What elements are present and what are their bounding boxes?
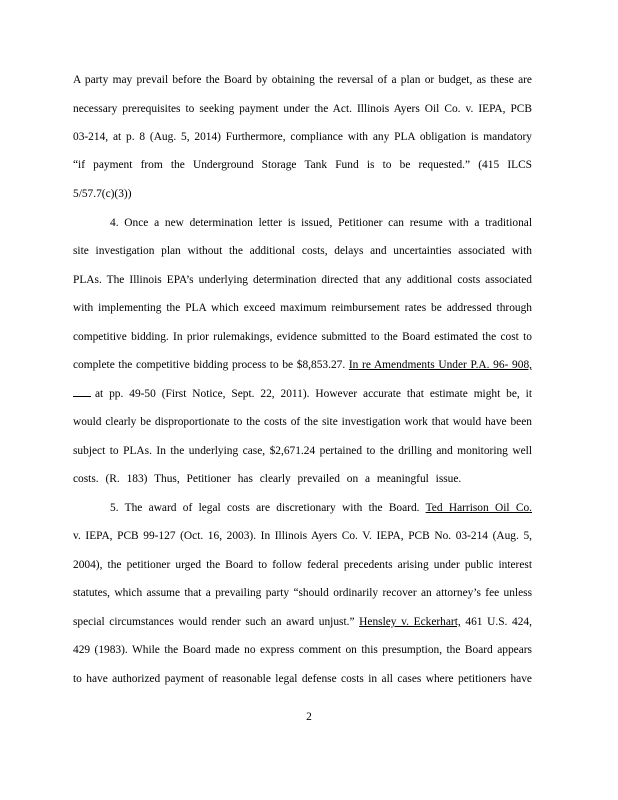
text-line: A party may prevail before the Board by obtaining the reversal of a plan or budget, as these are [73, 74, 532, 86]
text-line: costs. (R. 183) Thus, Petitioner has clearly prevailed on a meaningful issue. [73, 473, 462, 485]
text-line: necessary prerequisites to seeking payment under the Act. Illinois Ayers Oil Co. v. IEPA, PCB [73, 103, 532, 115]
text-line: “if payment from the Underground Storage Tank Fund is to be requested.” (415 ILCS [73, 159, 532, 171]
text-line: with implementing the PLA which exceed maximum reimbursement rates be addressed through [73, 302, 532, 314]
text-line: complete the competitive bidding process to be $8,853.27. In re Amendments Under P.A. 96- 908, [73, 359, 532, 371]
text-line: to have authorized payment of reasonable legal defense costs in all cases where petitioners have [73, 673, 532, 685]
text-line: special circumstances would render such an award unjust.” Hensley v. Eckerhart, 461 U.S. 424, [73, 616, 532, 628]
citation-underlined: In re Amendments Under P.A. 96- 908, [348, 359, 532, 371]
text-line: statutes, which assume that a prevailing party “should ordinarily recover an attorney’s fee unless [73, 587, 532, 599]
text-line: PLAs. The Illinois EPA’s underlying determination directed that any additional costs associated [73, 274, 532, 286]
text-line: subject to PLAs. In the underlying case, $2,671.24 pertained to the drilling and monitoring well [73, 445, 532, 457]
text-line: 429 (1983). While the Board made no express comment on this presumption, the Board appears [73, 644, 532, 656]
text-line: v. IEPA, PCB 99-127 (Oct. 16, 2003). In Illinois Ayers Co. V. IEPA, PCB No. 03-214 (Aug. 5, [73, 530, 532, 542]
text-line: 03-214, at p. 8 (Aug. 5, 2014) Furthermore, compliance with any PLA obligation is mandatory [73, 131, 532, 143]
text-line: 5/57.7(c)(3)) [73, 188, 132, 200]
text-line: 2004), the petitioner urged the Board to follow federal precedents arising under public interest [73, 559, 532, 571]
text-line: would clearly be disproportionate to the costs of the site investigation work that would have been [73, 416, 532, 428]
citation-blank [73, 387, 91, 397]
page-number: 2 [306, 711, 312, 723]
text-line: at pp. 49-50 (First Notice, Sept. 22, 2011). However accurate that estimate might be, it [73, 387, 532, 401]
text-line: competitive bidding. In prior rulemakings, evidence submitted to the Board estimated the cost to [73, 331, 532, 343]
paragraph-5-start: 5. The award of legal costs are discretionary with the Board. Ted Harrison Oil Co. [110, 502, 532, 514]
paragraph-4-start: 4. Once a new determination letter is issued, Petitioner can resume with a traditional [110, 217, 532, 229]
citation-underlined: Ted Harrison Oil Co. [425, 502, 532, 514]
text-line: site investigation plan without the additional costs, delays and uncertainties associated with [73, 245, 532, 257]
citation-underlined: Hensley v. Eckerhart, [359, 616, 461, 628]
